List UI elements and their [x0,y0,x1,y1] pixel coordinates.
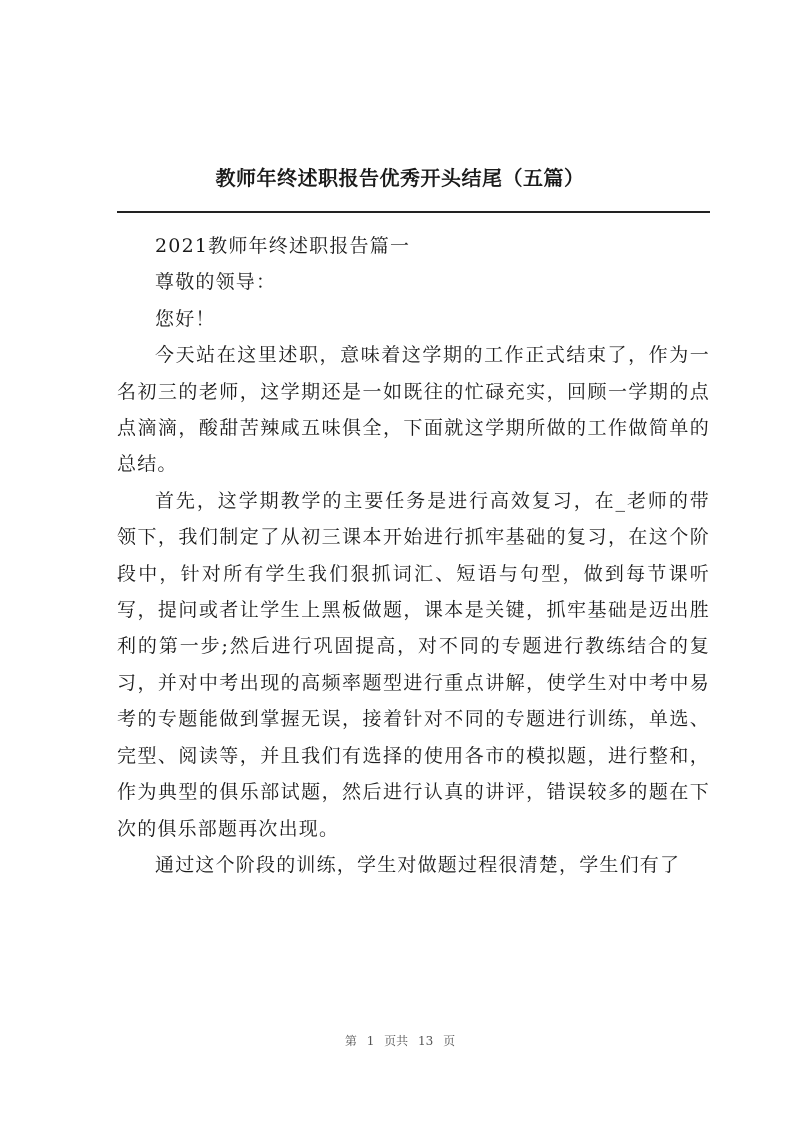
salutation: 尊敬的领导： [155,271,277,294]
document-body [117,228,710,883]
title-underline [117,211,710,213]
greeting: 您好！ [155,307,216,330]
page-footer [0,1032,800,1050]
footer-total-pages: 13 [418,1034,434,1048]
paragraph-intro: 今天站在这里述职，意味着这学期的工作正式结束了，作为一名初三的老师，这学期还是一如既往的忙碌充实，回顾一学期的点点滴滴，酸甜苦辣咸五味俱全，下面就这学期所做的工作做简单的总结。 [117,344,710,476]
document-title: 教师年终述职报告优秀开头结尾（五篇） [215,166,585,190]
footer-middle: 页共 [384,1034,409,1048]
paragraph-first: 首先，这学期教学的主要任务是进行高效复习，在_老师的带领下，我们制定了从初三课本开始进行抓牢基础的复习，在这个阶段中，针对所有学生我们狠抓词汇、短语与句型，做到每节课听写，提问或者让学生上黑板做题，课本是关键，抓牢基础是迈出胜利的第一步;然后进行巩固提高，对不同的专题进行教练结合的复习，并对中考出现的高频率题型进行重点讲解，使学生对中考中易考的专题能做到掌握无误，接着针对不同的专题进行训练，单选、完型、阅读等，并且我们有选择的使用各市的模拟题，进行整和，作为典型的俱乐部试题，然后进行认真的讲评，错误较多的题在下次的俱乐部题再次出现。 [117,489,710,840]
footer-suffix: 页 [443,1034,456,1048]
section-heading: 2021教师年终述职报告篇一 [155,235,411,257]
paragraph-continued: 通过这个阶段的训练，学生对做题过程很清楚，学生们有了 [155,853,681,876]
footer-page-number: 1 [366,1034,375,1048]
footer-prefix: 第 [344,1034,357,1048]
